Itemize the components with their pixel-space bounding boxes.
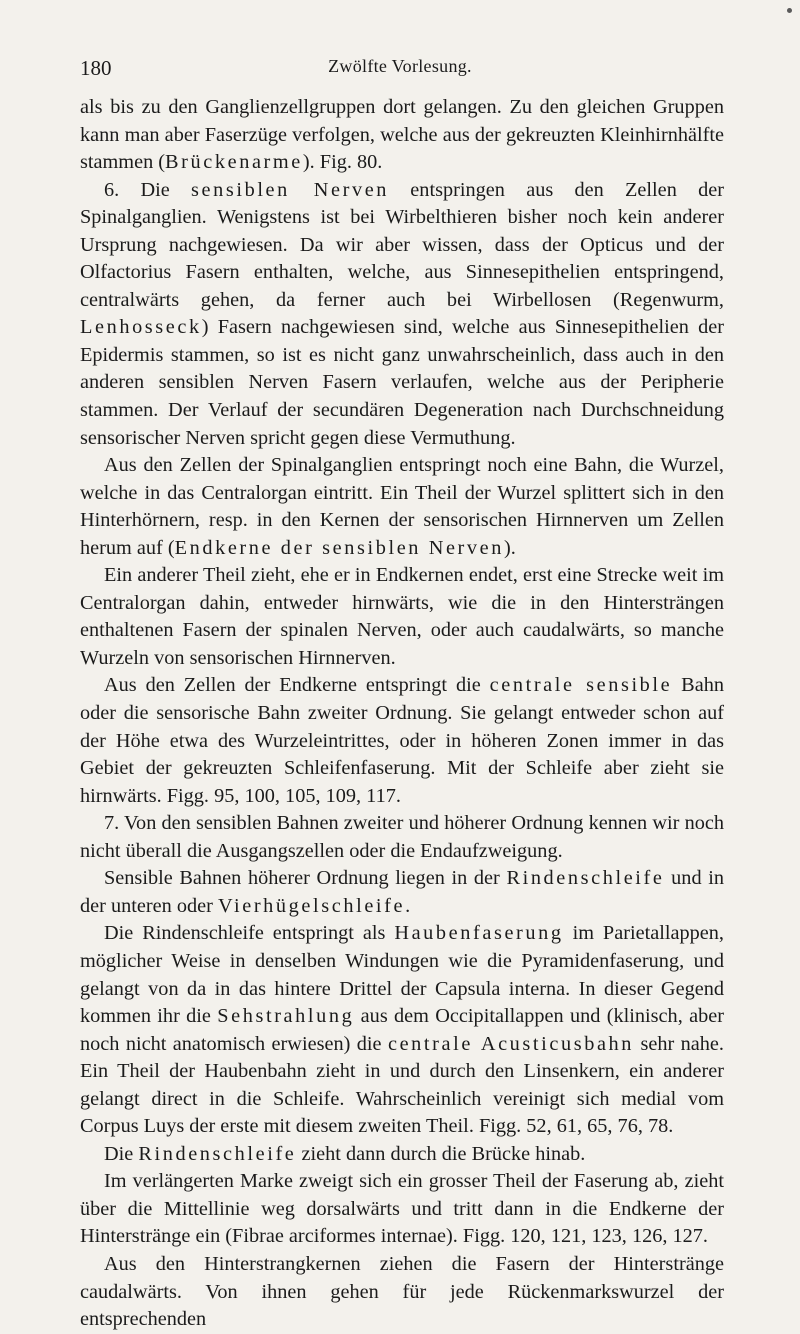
paragraph bbox=[80, 1141, 724, 1169]
spaced-term: centrale Acusticusbahn bbox=[387, 1032, 635, 1055]
text-run: Sensible Bahnen höherer Ordnung liegen in der bbox=[104, 867, 507, 890]
text-run: Aus den Zellen der Endkerne entspringt die bbox=[104, 674, 490, 697]
spaced-term: Sehstrahlung bbox=[217, 1005, 355, 1028]
text-run: ). bbox=[504, 536, 516, 559]
spaced-term: centrale sensible bbox=[489, 674, 673, 697]
text-run: als bis zu den Ganglienzellgruppen dort gelangen. Zu den gleichen Gruppen kann man aber Faserzüge verfolgen, welche aus der gekreuzten Kleinhirnhälfte stammen ( bbox=[80, 96, 724, 174]
text-run: Die bbox=[104, 1142, 139, 1165]
text-run: ). Fig. 80. bbox=[302, 151, 383, 174]
spaced-term: Brückenarme bbox=[165, 151, 303, 174]
text-run: ) Fasern nachgewiesen sind, welche aus Sinnesepithelien der Epidermis stammen, so ist es nicht ganz unwahrscheinlich, dass auch in den anderen sensiblen Nerven Fasern verlaufen, welche aus der Peripherie stammen. Der Verlauf der secundären Degeneration nach Durchschneidung sensorischer Nerven spricht gegen diese Vermuthung. bbox=[80, 316, 724, 449]
spaced-term: Lenhosseck bbox=[80, 316, 202, 339]
text-run: Aus den Hinterstrangkernen ziehen die Fasern der Hinterstränge caudalwärts. Von ihnen gehen für jede Rückenmarkswurzel der entsprechenden bbox=[80, 1252, 724, 1331]
text-run: zieht dann durch die Brücke hinab. bbox=[296, 1142, 586, 1165]
text-run: Die Rindenschleife entspringt als bbox=[104, 922, 395, 945]
text-run: im Parietallappen, möglicher Weise in denselben Windungen wie die Pyramidenfaserung, und gelangt von da in das hintere Drittel der Capsula interna. In dieser Gegend kommen ihr die bbox=[80, 922, 724, 1028]
spaced-term: Haubenfaserung bbox=[394, 922, 564, 945]
text-run: 7. Von den sensiblen Bahnen zweiter und höherer Ordnung kennen wir noch nicht überall die Ausgangszellen oder die Endaufzweigung. bbox=[80, 812, 724, 862]
running-title: Zwölfte Vorlesung. bbox=[328, 56, 472, 76]
body-text bbox=[80, 94, 724, 1334]
paragraph bbox=[80, 865, 724, 920]
text-run: . bbox=[405, 894, 411, 917]
page-number: 180 bbox=[80, 56, 112, 80]
paragraph bbox=[80, 672, 724, 810]
paragraph bbox=[80, 920, 724, 1140]
paragraph bbox=[80, 94, 724, 177]
text-run: sehr nahe. Ein Theil der Haubenbahn zieht in und durch den Linsenkern, ein anderer gelangt direct in die Schleife. Wahrscheinlich vereinigt sich medial vom Corpus Luys der erste mit diesem zweiten Theil. Figg. 52, 61, 65, 76, 78. bbox=[80, 1032, 724, 1138]
ink-speck bbox=[787, 8, 792, 13]
spaced-term: sensiblen Nerven bbox=[191, 178, 390, 201]
text-run: Im verlängerten Marke zweigt sich ein grosser Theil der Faserung ab, zieht über die Mittellinie weg dorsalwärts und tritt dann in die Endkerne der Hinterstränge ein (Fibrae arciformes internae). Figg. 120, 121, 123, 126, 127. bbox=[80, 1170, 724, 1248]
text-run: entspringen aus den Zellen der Spinalganglien. Wenigstens ist bei Wirbelthieren bisher noch kein anderer Ursprung nachgewiesen. Da wir aber wissen, dass der Opticus und der Olfactorius Fasern enthalten, welche, aus Sinnesepithelien entspringend, centralwärts gehen, da ferner auch bei Wirbellosen (Regenwurm, bbox=[80, 178, 724, 311]
spaced-term: Rindenschleife bbox=[506, 867, 665, 890]
text-run: Aus den Zellen der Spinalganglien entspringt noch eine Bahn, die Wurzel, welche in das Centralorgan eintritt. Ein Theil der Wurzel splittert sich in den Hinterhörnern, resp. in den Kernen der sensorischen Hirnnerven um Zellen herum auf ( bbox=[80, 454, 724, 559]
text-run: aus dem Occipitallappen und (klinisch, aber noch nicht anatomisch erwiesen) die bbox=[80, 1005, 724, 1055]
spaced-term: Rindenschleife bbox=[138, 1142, 297, 1165]
paragraph bbox=[80, 177, 724, 452]
paragraph bbox=[80, 1168, 724, 1251]
paragraph bbox=[80, 562, 724, 672]
spaced-term: Vierhügelschleife bbox=[217, 894, 406, 917]
paragraph bbox=[80, 810, 724, 865]
page-header bbox=[80, 56, 720, 82]
text-run: Ein anderer Theil zieht, ehe er in Endkernen endet, erst eine Strecke weit im Centralorgan dahin, entweder hirnwärts, wie die in den Hintersträngen enthaltenen Fasern der spinalen Nerven, oder auch caudalwärts, so manche Wurzeln von sensorischen Hirnnerven. bbox=[80, 564, 724, 669]
text-run: und in der unteren oder bbox=[80, 867, 724, 917]
spaced-term: Endkerne der sensiblen Nerven bbox=[174, 536, 504, 559]
paragraph bbox=[80, 452, 724, 562]
text-run: Bahn oder die sensorische Bahn zweiter Ordnung. Sie gelangt entweder schon auf der Höhe etwa des Wurzeleintrittes, oder in höheren Zonen immer in das Gebiet der gekreuzten Schleifenfaserung. Mit der Schleife aber zieht sie hirnwärts. Figg. 95, 100, 105, 109, 117. bbox=[80, 674, 724, 807]
paragraph bbox=[80, 1251, 724, 1334]
text-run: 6. Die bbox=[104, 178, 192, 201]
